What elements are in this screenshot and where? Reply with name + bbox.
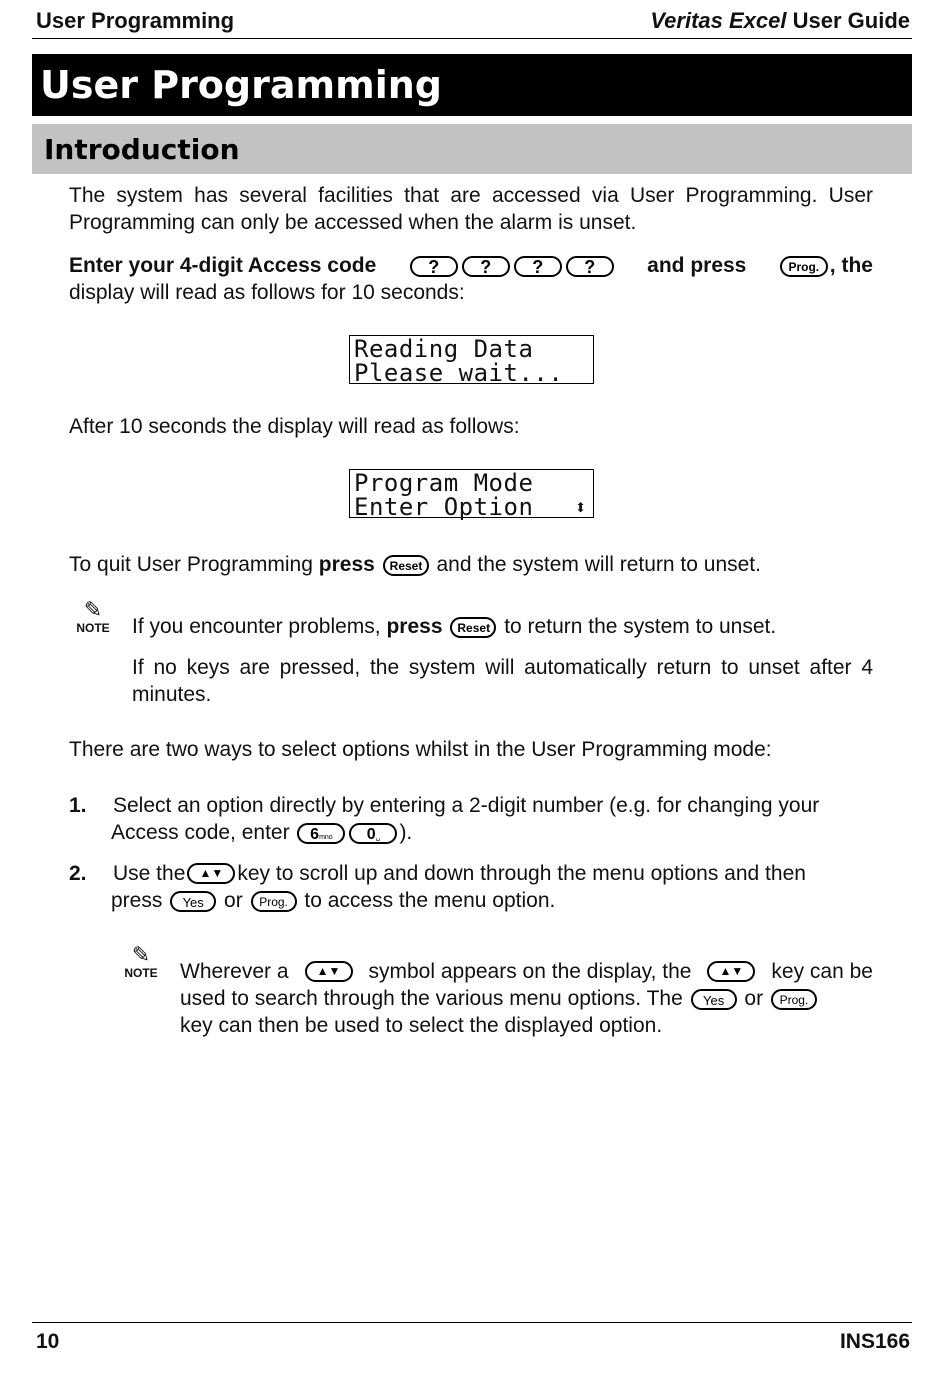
access-instruction <box>69 252 873 306</box>
list-number: 2. <box>69 862 87 885</box>
key-6-mno: 6mno <box>297 823 345 844</box>
note-pencil-icon: ✎ NOTE <box>119 943 163 987</box>
quit-instruction <box>69 551 761 578</box>
up-down-arrow-icon: ⬍ <box>574 495 587 519</box>
note2-or: or <box>738 987 769 1010</box>
list1-line2-before: Access code, enter <box>111 821 296 844</box>
list1-line1: Select an option directly by entering a 2-digit number (e.g. for changing your <box>113 794 820 817</box>
intro-paragraph: The system has several facilities that are accessed via User Programming. User Programming can only be accessed when the alarm is unset. <box>69 184 873 234</box>
list-number: 1. <box>69 794 87 817</box>
note1-before: If you encounter problems, <box>132 615 387 638</box>
running-header-left: User Programming <box>36 8 235 33</box>
comma-the <box>830 254 873 277</box>
note-label: NOTE <box>124 966 158 980</box>
lcd-display-reading <box>349 335 594 387</box>
lcd2-line1: Program Mode <box>354 469 534 497</box>
after-text: After 10 seconds the display will read as follows: <box>69 415 520 438</box>
note1-after: to return the system to unset. <box>498 615 777 638</box>
list2-line2-before: press <box>111 889 169 912</box>
yes-key: Yes <box>170 891 216 912</box>
note1-paragraph2: If no keys are pressed, the system will automatically return to unset after 4 minutes. <box>132 656 873 706</box>
prog-key: Prog. <box>780 256 828 277</box>
document-code: INS166 <box>839 1330 910 1353</box>
note-label: NOTE <box>76 621 110 635</box>
up-down-arrow-icon: ▲▼ <box>707 961 755 982</box>
list2-line1-after: key to scroll up and down through the menu options and then <box>237 862 806 885</box>
note2-l3: key can then be used to select the displayed option. <box>180 1014 663 1037</box>
lcd2-line2: Enter Option <box>354 493 534 521</box>
quit-after: and the system will return to unset. <box>430 553 761 576</box>
note1-bold: press <box>386 615 443 638</box>
up-down-arrow-icon: ▲▼ <box>305 961 353 982</box>
reset-key: Reset <box>383 555 429 576</box>
list-item <box>69 792 873 846</box>
lcd1-line2: Please wait... <box>354 359 564 387</box>
note2-l1-c: key can be <box>771 960 873 983</box>
reset-key: Reset <box>450 617 496 638</box>
list2-or: or <box>218 889 249 912</box>
access-line2: display will read as follows for 10 seconds: <box>69 281 465 304</box>
prog-key: Prog. <box>251 891 297 912</box>
code-key-3: ? <box>514 256 562 277</box>
and-press-text: and press <box>647 254 747 277</box>
note2-l1-a: Wherever a <box>180 960 289 983</box>
access-bold-lead: Enter your 4-digit Access code <box>69 254 377 277</box>
footer-rule <box>32 1322 912 1323</box>
up-down-arrow-icon: ▲▼ <box>187 863 235 884</box>
access-code-keys <box>408 252 616 279</box>
code-key-1: ? <box>410 256 458 277</box>
lcd-display-program <box>349 469 594 521</box>
note2-l1-b: symbol appears on the display, the <box>368 960 692 983</box>
section-heading: Introduction <box>32 124 912 174</box>
code-key-2: ? <box>462 256 510 277</box>
list1-line2-after: ). <box>399 821 413 844</box>
code-key-4: ? <box>566 256 614 277</box>
header-guide-label: User Guide <box>792 8 910 33</box>
comma-the-text: , the <box>829 254 873 277</box>
note2-l2-a: used to search through the various menu options. The <box>180 987 689 1010</box>
list-item <box>69 860 873 914</box>
key-0-space: 0␣ <box>349 823 397 844</box>
header-product-name: Veritas Excel <box>650 8 787 33</box>
quit-bold: press <box>318 553 375 576</box>
note-pencil-icon: ✎ NOTE <box>71 598 115 642</box>
quit-before: To quit User Programming <box>69 553 319 576</box>
page-title: User Programming <box>32 54 912 116</box>
yes-key: Yes <box>691 989 737 1010</box>
two-ways-text: There are two ways to select options whilst in the User Programming mode: <box>69 738 772 761</box>
prog-key: Prog. <box>771 989 817 1010</box>
lcd1-line1: Reading Data <box>354 335 534 363</box>
page-number: 10 <box>36 1330 60 1353</box>
running-header-right <box>650 8 910 34</box>
list2-line2-after: to access the menu option. <box>298 889 556 912</box>
note2-paragraph <box>180 958 873 1039</box>
header-rule <box>32 38 912 39</box>
list2-line1-before: Use the <box>113 862 186 885</box>
note1-line1 <box>132 613 776 640</box>
